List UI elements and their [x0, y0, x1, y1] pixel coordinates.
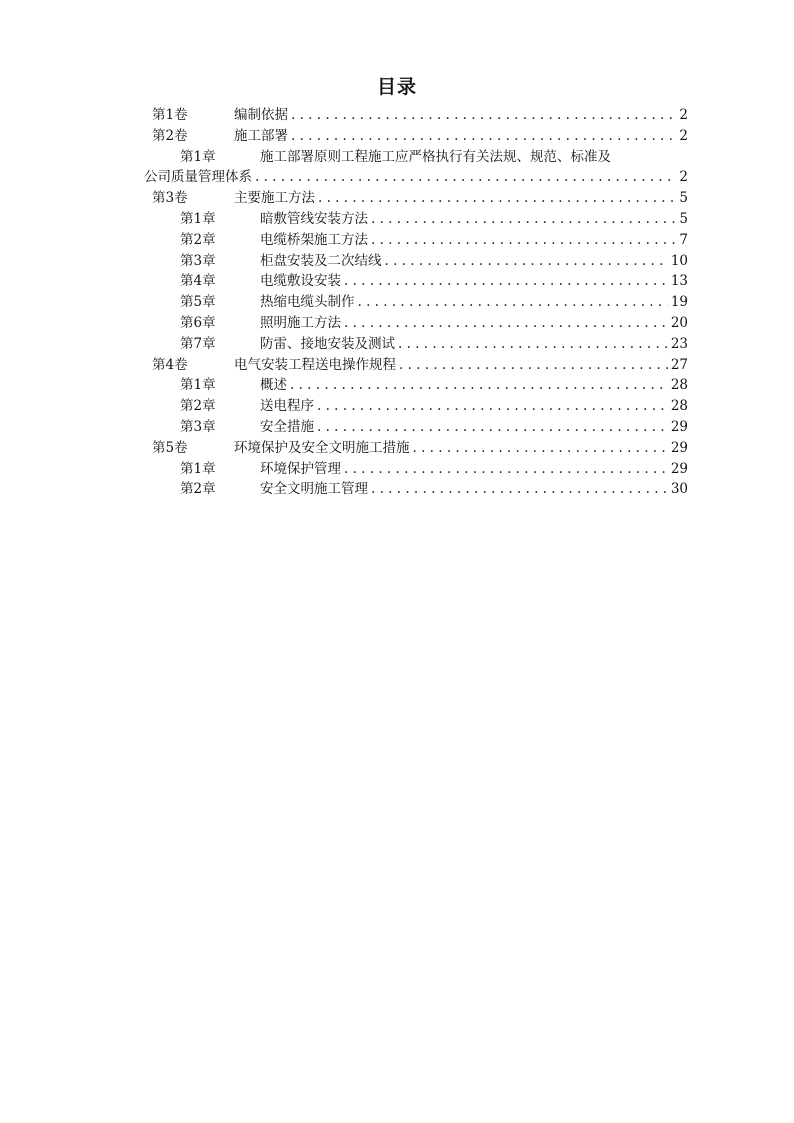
dot-leader — [358, 292, 668, 313]
toc-entry-page: 10 — [670, 252, 688, 269]
table-of-contents — [144, 105, 688, 500]
toc-entry-chapter[interactable] — [148, 417, 688, 438]
toc-entry-chapter[interactable] — [148, 313, 688, 334]
toc-entry-number: 第4卷 — [152, 356, 188, 373]
toc-entry-title: 环境保护及安全文明施工措施 — [234, 439, 410, 456]
toc-entry-title: 安全措施 — [260, 418, 314, 435]
toc-entry-title: 柜盘安装及二次结线 — [260, 252, 382, 269]
toc-entry-number: 第1卷 — [152, 107, 188, 123]
toc-entry-volume-4[interactable] — [148, 355, 688, 376]
toc-entry-page: 5 — [679, 210, 688, 227]
dot-leader — [291, 126, 675, 147]
toc-entry-page: 23 — [670, 335, 688, 352]
toc-entry-title-line2: 公司质量管理体系 — [144, 169, 252, 186]
toc-entry-title: 热缩电缆头制作 — [260, 294, 355, 311]
dot-leader — [317, 396, 668, 417]
toc-entry-title: 安全文明施工管理 — [260, 481, 368, 498]
toc-entry-chapter-wrapped-continuation[interactable] — [144, 167, 688, 188]
toc-entry-number: 第3章 — [180, 252, 216, 269]
toc-entry-page: 29 — [670, 439, 688, 456]
dot-leader — [399, 355, 668, 376]
toc-entry-page: 30 — [670, 481, 688, 498]
toc-entry-number: 第1章 — [180, 210, 216, 227]
dot-leader — [291, 105, 675, 126]
toc-entry-chapter[interactable] — [148, 396, 688, 417]
toc-entry-page: 28 — [670, 398, 688, 415]
toc-entry-chapter[interactable] — [148, 375, 688, 396]
toc-entry-title: 主要施工方法 — [234, 190, 315, 207]
toc-entry-title: 概述 — [260, 377, 287, 394]
toc-entry-chapter[interactable] — [148, 209, 688, 230]
toc-entry-title: 照明施工方法 — [260, 314, 341, 331]
toc-entry-volume-3[interactable] — [148, 188, 688, 209]
toc-entry-page: 28 — [670, 377, 688, 394]
dot-leader — [344, 313, 668, 334]
dot-leader — [371, 479, 668, 500]
dot-leader — [385, 251, 668, 272]
toc-entry-page: 29 — [670, 460, 688, 477]
toc-entry-title: 防雷、接地安装及测试 — [260, 335, 395, 352]
toc-entry-number: 第3章 — [180, 418, 216, 435]
dot-leader — [398, 334, 668, 355]
toc-entry-chapter[interactable] — [148, 334, 688, 355]
toc-entry-page: 2 — [679, 169, 688, 186]
dot-leader — [318, 188, 675, 209]
toc-entry-page: 13 — [670, 273, 688, 290]
toc-entry-number: 第1章 — [180, 377, 216, 394]
toc-entry-volume-1[interactable] — [148, 105, 688, 126]
toc-entry-chapter[interactable] — [148, 479, 688, 500]
toc-entry-title-line1: 施工部署原则工程施工应严格执行有关法规、规范、标准及 — [260, 148, 611, 165]
dot-leader — [255, 167, 675, 188]
toc-entry-title: 环境保护管理 — [260, 460, 341, 477]
dot-leader — [344, 459, 668, 480]
toc-entry-chapter[interactable] — [148, 292, 688, 313]
toc-entry-number: 第1章 — [180, 460, 216, 477]
toc-entry-number: 第2章 — [180, 481, 216, 498]
toc-entry-title: 电缆桥架施工方法 — [260, 231, 368, 248]
toc-entry-number: 第2章 — [180, 231, 216, 248]
dot-leader — [413, 438, 668, 459]
dot-leader — [344, 271, 668, 292]
toc-entry-title: 电缆敷设安装 — [260, 273, 341, 290]
toc-entry-page: 2 — [679, 107, 688, 123]
toc-entry-number: 第1章 — [180, 148, 216, 165]
toc-entry-number: 第5卷 — [152, 439, 188, 456]
toc-entry-chapter[interactable] — [148, 271, 688, 292]
toc-entry-number: 第2卷 — [152, 127, 188, 144]
toc-entry-page: 5 — [679, 190, 688, 207]
toc-entry-title: 编制依据 — [234, 107, 288, 123]
toc-entry-page: 27 — [670, 356, 688, 373]
toc-entry-chapter-wrapped[interactable] — [148, 147, 688, 168]
toc-entry-volume-2[interactable] — [148, 126, 688, 147]
dot-leader — [317, 417, 668, 438]
dot-leader — [290, 375, 668, 396]
toc-entry-page: 20 — [670, 314, 688, 331]
toc-entry-chapter[interactable] — [148, 230, 688, 251]
dot-leader — [371, 209, 675, 230]
toc-entry-title: 电气安装工程送电操作规程 — [234, 356, 396, 373]
toc-entry-number: 第2章 — [180, 398, 216, 415]
toc-entry-number: 第3卷 — [152, 190, 188, 207]
toc-entry-title: 暗敷管线安装方法 — [260, 210, 368, 227]
toc-entry-chapter[interactable] — [148, 251, 688, 272]
toc-entry-number: 第5章 — [180, 294, 216, 311]
toc-entry-volume-5[interactable] — [148, 438, 688, 459]
dot-leader — [371, 230, 675, 251]
toc-entry-title: 施工部署 — [234, 127, 288, 144]
toc-entry-chapter[interactable] — [148, 459, 688, 480]
toc-entry-number: 第4章 — [180, 273, 216, 290]
toc-entry-page: 29 — [670, 418, 688, 435]
toc-entry-page: 7 — [679, 231, 688, 248]
toc-entry-number: 第7章 — [180, 335, 216, 352]
toc-entry-page: 19 — [670, 294, 688, 311]
toc-entry-page: 2 — [679, 127, 688, 144]
toc-entry-title: 送电程序 — [260, 398, 314, 415]
page-title: 目录 — [376, 76, 417, 98]
toc-entry-number: 第6章 — [180, 314, 216, 331]
